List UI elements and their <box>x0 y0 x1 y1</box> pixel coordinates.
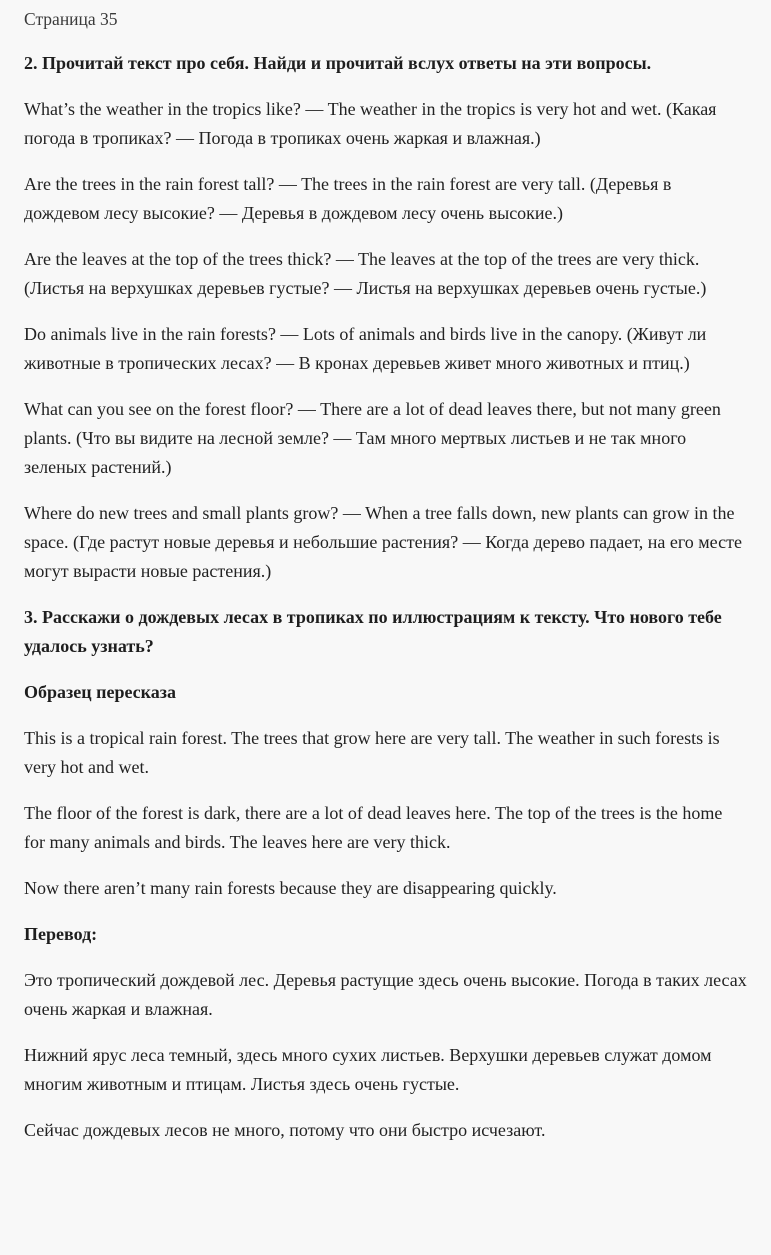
sample-paragraph-3: Now there aren’t many rain forests because they are disappearing quickly. <box>24 878 557 898</box>
task2-answer-4: Do animals live in the rain forests? — Lots of animals and birds live in the canopy. (Живут ли животные в тропических лесах? — В кронах деревьев живет много животных и птиц.) <box>24 324 707 373</box>
task3-heading: 3. Расскажи о дождевых лесах в тропиках по иллюстрациям к тексту. Что нового тебе удалось узнать? <box>24 607 722 656</box>
task2-answer-6: Where do new trees and small plants grow? — When a tree falls down, new plants can grow in the space. (Где растут новые деревья и небольшие растения? — Когда дерево падает, на его месте могут вырасти новые растения.) <box>24 503 742 581</box>
page-label: Страница 35 <box>24 9 118 29</box>
translation-paragraph-3: Сейчас дождевых лесов не много, потому что они быстро исчезают. <box>24 1120 546 1140</box>
task2-answer-2: Are the trees in the rain forest tall? — The trees in the rain forest are very tall. (Деревья в дождевом лесу высокие? — Деревья в дождевом лесу очень высокие.) <box>24 174 672 223</box>
translation-heading: Перевод: <box>24 924 98 944</box>
translation-paragraph-2: Нижний ярус леса темный, здесь много сухих листьев. Верхушки деревьев служат домом многим животным и птицам. Листья здесь очень густые. <box>24 1045 712 1094</box>
translation-paragraph-1: Это тропический дождевой лес. Деревья растущие здесь очень высокие. Погода в таких лесах очень жаркая и влажная. <box>24 970 747 1019</box>
task2-answer-1: What’s the weather in the tropics like? — The weather in the tropics is very hot and wet. (Какая погода в тропиках? — Погода в тропиках очень жаркая и влажная.) <box>24 99 717 148</box>
task2-answer-5: What can you see on the forest floor? — There are a lot of dead leaves there, but not many green plants. (Что вы видите на лесной земле? — Там много мертвых листьев и не так много зеленых растений.) <box>24 399 721 477</box>
task2-heading: 2. Прочитай текст про себя. Найди и прочитай вслух ответы на эти вопросы. <box>24 53 652 73</box>
task2-answer-3: Are the leaves at the top of the trees thick? — The leaves at the top of the trees are very thick. (Листья на верхушках деревьев густые? — Листья на верхушках деревьев очень густые.) <box>24 249 707 298</box>
sample-paragraph-1: This is a tropical rain forest. The trees that grow here are very tall. The weather in such forests is very hot and wet. <box>24 728 720 777</box>
sample-heading: Образец пересказа <box>24 682 177 702</box>
sample-paragraph-2: The floor of the forest is dark, there are a lot of dead leaves here. The top of the trees is the home for many animals and birds. The leaves here are very thick. <box>24 803 723 852</box>
